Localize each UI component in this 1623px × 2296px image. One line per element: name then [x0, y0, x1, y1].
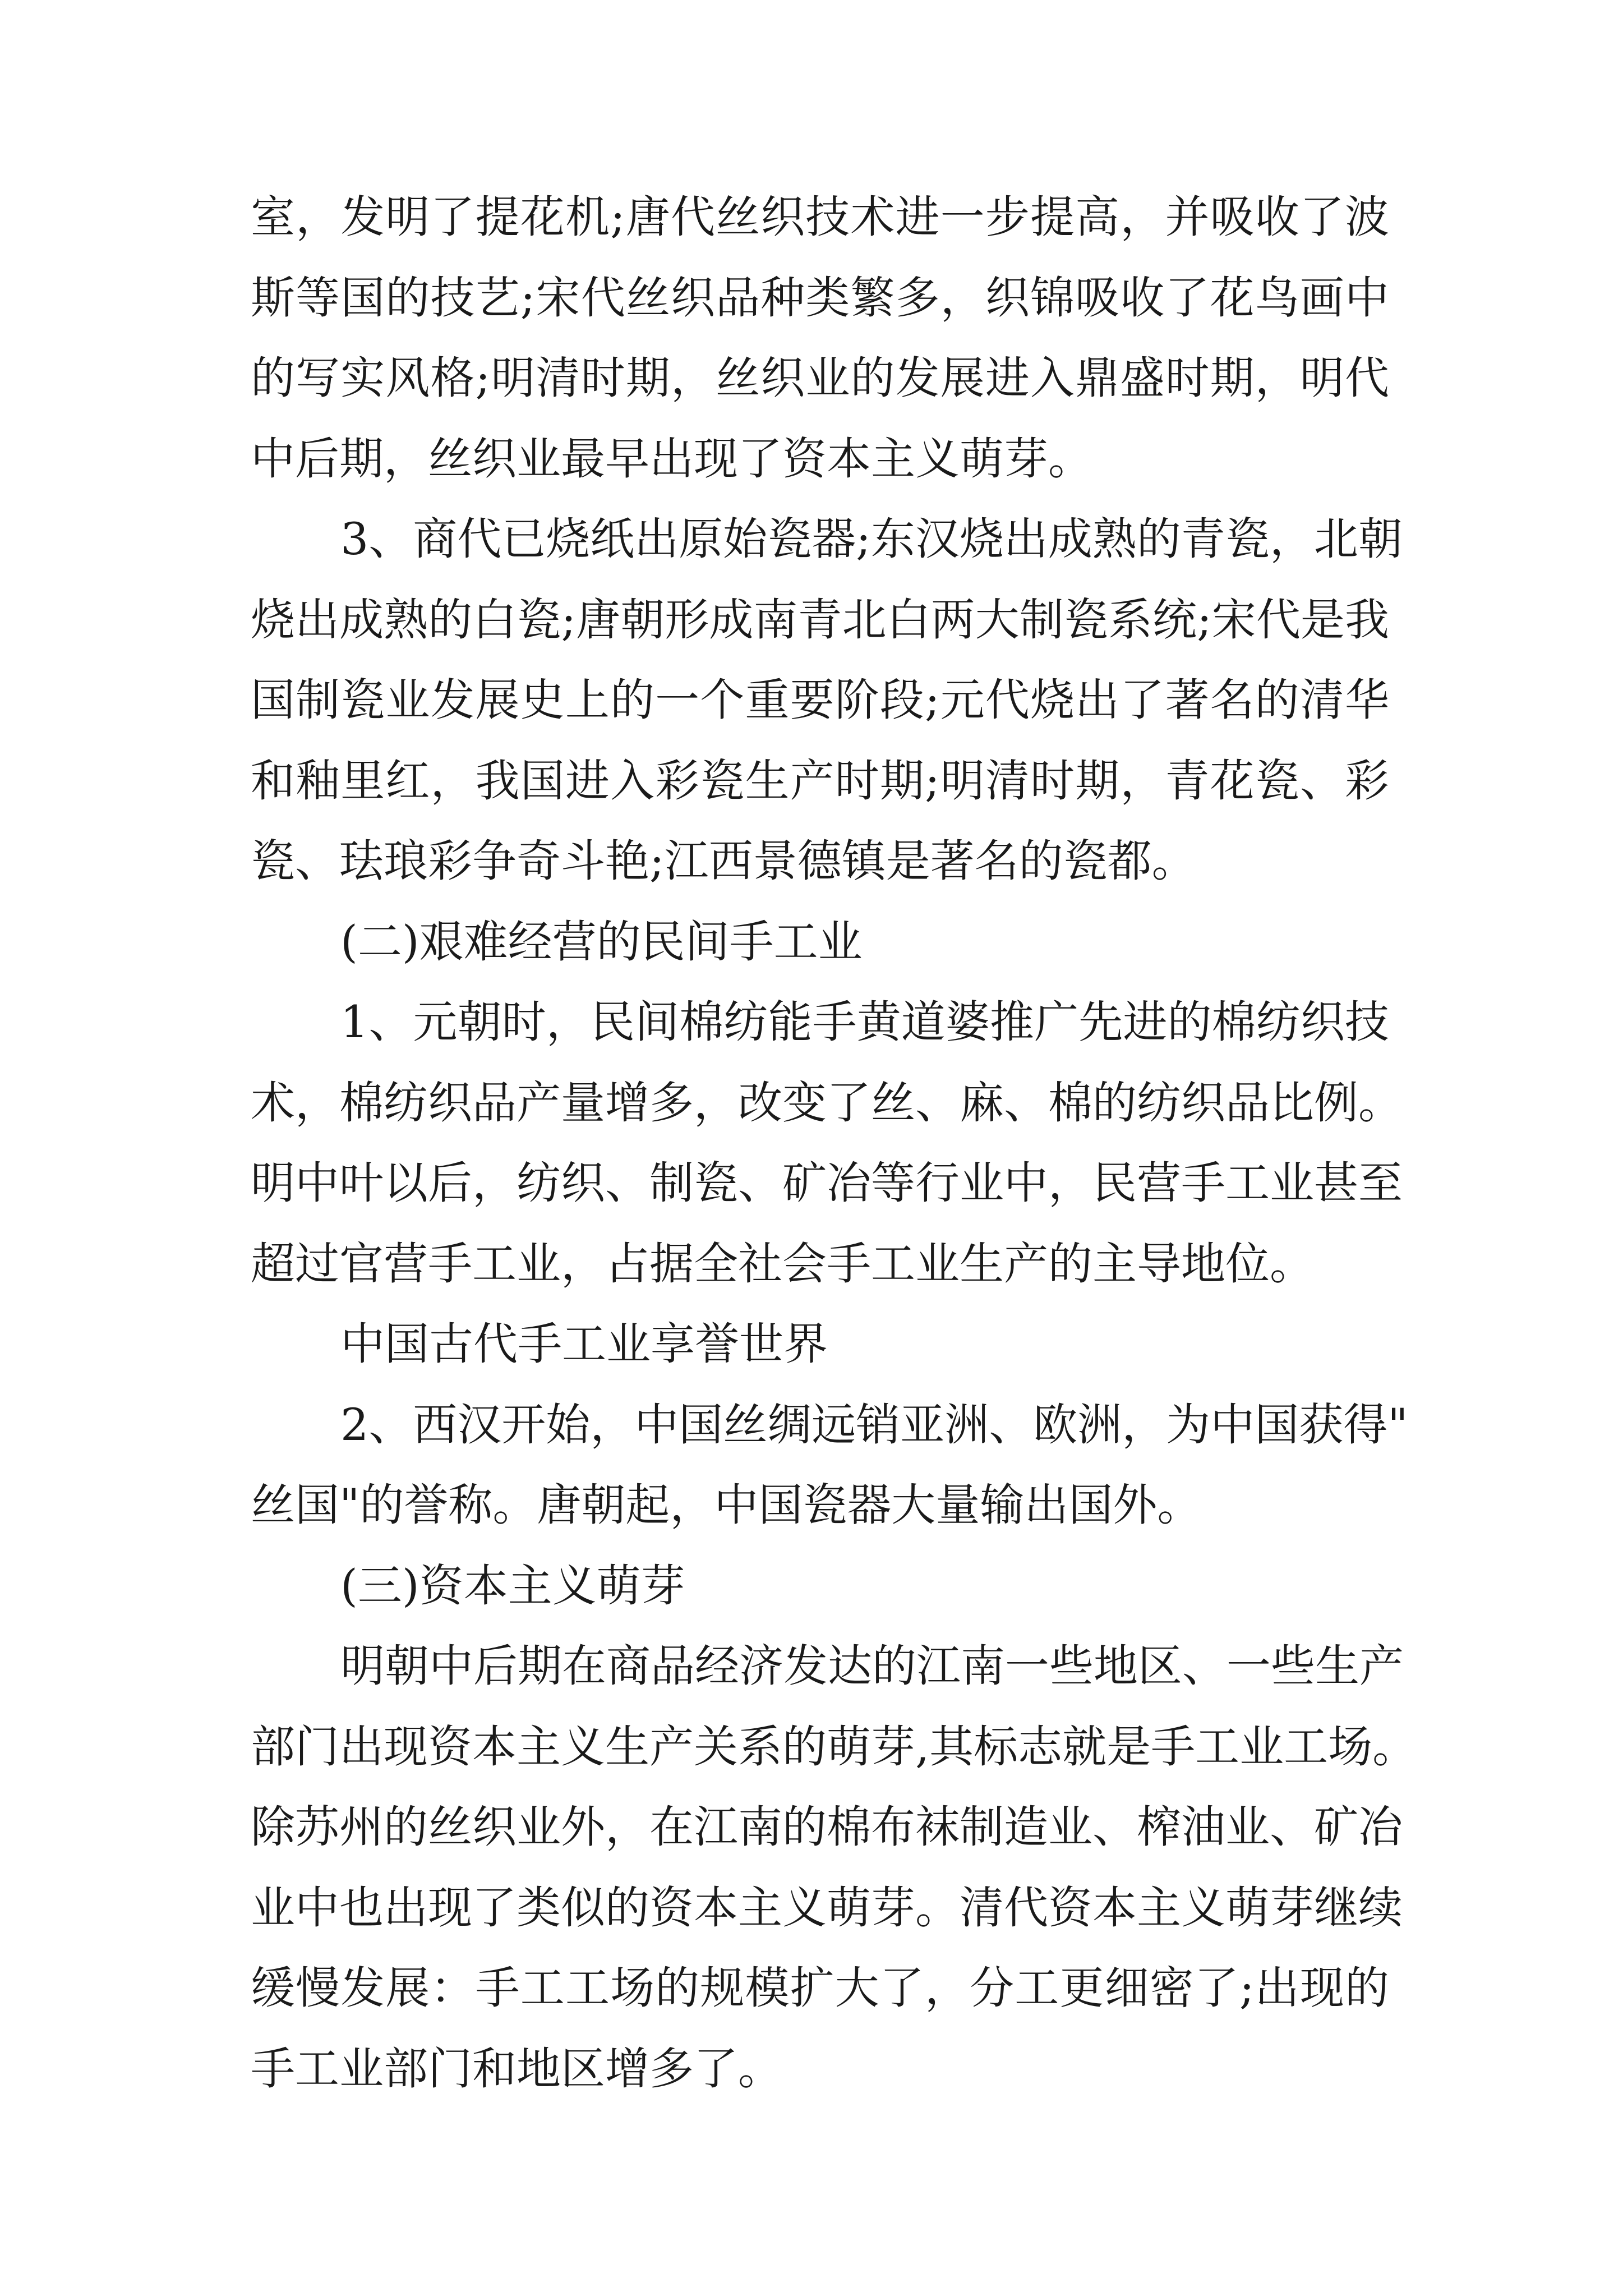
- text-line: 超过官营手工业，占据全社会手工业生产的主导地位。: [251, 1237, 1314, 1290]
- text-line: 明中叶以后，纺织、制瓷、矿冶等行业中，民营手工业甚至: [251, 1157, 1403, 1209]
- text-line: 术，棉纺织品产量增多，改变了丝、麻、棉的纺织品比例。: [251, 1076, 1403, 1129]
- text-line: 业中也出现了类似的资本主义萌芽。清代资本主义萌芽继续: [251, 1881, 1403, 1934]
- section-heading: (三)资本主义萌芽: [340, 1559, 685, 1612]
- text-line: 的写实风格;明清时期，丝织业的发展进入鼎盛时期，明代: [251, 352, 1389, 404]
- section-heading: 中国古代手工业享誉世界: [340, 1318, 828, 1370]
- text-line: 缓慢发展：手工工场的规模扩大了，分工更细密了;出现的: [251, 1962, 1389, 2014]
- text-line: 部门出现资本主义生产关系的萌芽,其标志就是手工业工场。: [251, 1720, 1417, 1773]
- text-line: 和釉里红，我国进入彩瓷生产时期;明清时期，青花瓷、彩: [251, 754, 1389, 807]
- text-line: 1、元朝时，民间棉纺能手黄道婆推广先进的棉纺织技: [340, 996, 1389, 1048]
- text-line: 手工业部门和地区增多了。: [251, 2042, 782, 2095]
- text-line: 3、商代已烧纸出原始瓷器;东汉烧出成熟的青瓷，北朝: [340, 513, 1403, 565]
- text-line: 明朝中后期在商品经济发达的江南一些地区、一些生产: [340, 1640, 1404, 1692]
- text-line: 瓷、珐琅彩争奇斗艳;江西景德镇是著名的瓷都。: [251, 835, 1196, 887]
- body-text: [251, 177, 1417, 2109]
- text-line: 国制瓷业发展史上的一个重要阶段;元代烧出了著名的清华: [251, 674, 1389, 726]
- text-line: 室，发明了提花机;唐代丝织技术进一步提高，并吸收了波: [251, 191, 1389, 243]
- text-line: 斯等国的技艺;宋代丝织品种类繁多，织锦吸收了花鸟画中: [251, 272, 1389, 324]
- text-line: 丝国"的誉称。唐朝起，中国瓷器大量输出国外。: [251, 1479, 1202, 1531]
- section-heading: (二)艰难经营的民间手工业: [340, 915, 863, 968]
- text-line: 中后期，丝织业最早出现了资本主义萌芽。: [251, 432, 1092, 485]
- text-line: 2、西汉开始，中国丝绸远销亚洲、欧洲，为中国获得": [340, 1398, 1408, 1451]
- text-line: 烧出成熟的白瓷;唐朝形成南青北白两大制瓷系统;宋代是我: [251, 593, 1389, 646]
- text-line: 除苏州的丝织业外，在江南的棉布袜制造业、榨油业、矿冶: [251, 1801, 1403, 1853]
